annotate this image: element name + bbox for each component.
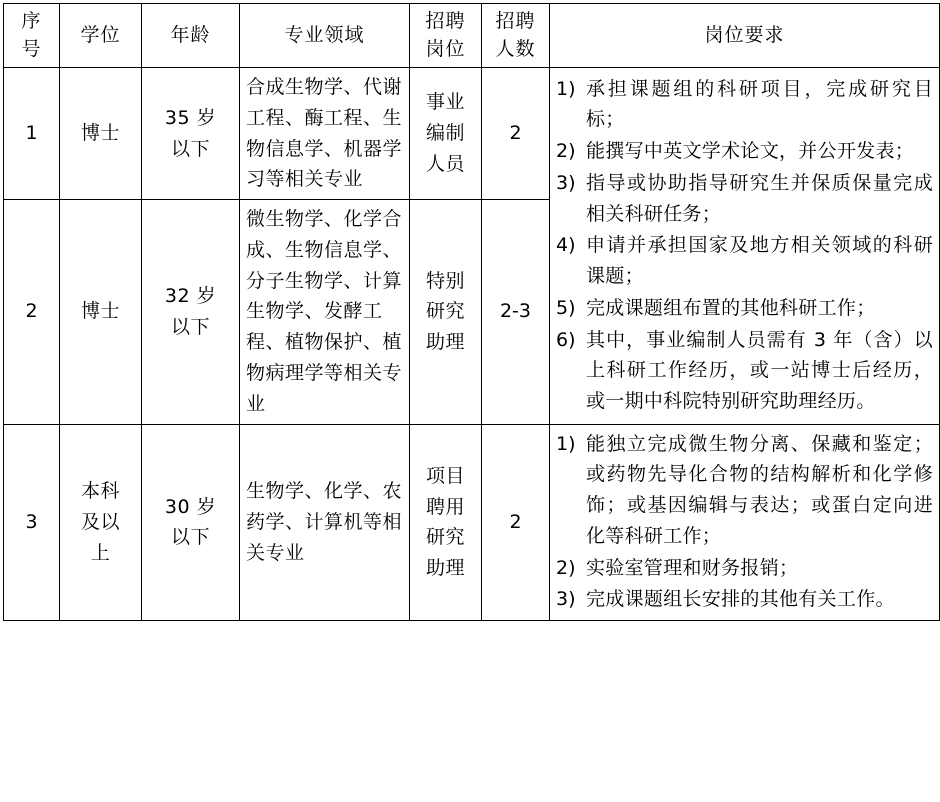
header-degree: 学位 [60,4,142,68]
cell-post: 特别 研究 助理 [410,200,482,424]
list-item [556,136,933,167]
list-text: 完成课题组布置的其他科研工作； [586,296,876,319]
requirements-list [556,74,933,417]
list-text: 指导或协助指导研究生并保质保量完成相关科研任务； [586,171,933,225]
list-marker: 3) [556,171,576,194]
list-marker: 2) [556,556,576,579]
cell-seq: 1 [4,68,60,200]
cell-age: 32 岁 以下 [142,200,240,424]
list-item [556,553,933,584]
cell-headcount: 2 [482,68,550,200]
list-item [556,230,933,292]
header-field: 专业领域 [240,4,410,68]
list-item [556,293,933,324]
cell-headcount: 2 [482,424,550,621]
list-item [556,74,933,136]
list-item [556,584,933,615]
list-marker: 4) [556,234,576,257]
header-requirements: 岗位要求 [550,4,940,68]
cell-age: 30 岁 以下 [142,424,240,621]
table-header [4,4,940,68]
cell-field: 生物学、化学、农药学、计算机等相关专业 [240,424,410,621]
list-marker: 3) [556,588,576,611]
list-text: 能撰写中英文学术论文，并公开发表； [586,140,915,163]
cell-degree: 本科 及以 上 [60,424,142,621]
list-text: 申请并承担国家及地方相关领域的科研课题； [586,234,933,288]
cell-requirements-3 [550,424,940,621]
list-text: 完成课题组长安排的其他有关工作。 [586,588,895,611]
list-item [556,429,933,552]
cell-degree: 博士 [60,200,142,424]
requirements-list [556,429,933,616]
cell-field: 微生物学、化学合成、生物信息学、分子生物学、计算生物学、发酵工程、植物保护、植物病理学等相关专业 [240,200,410,424]
header-post: 招聘 岗位 [410,4,482,68]
cell-degree: 博士 [60,68,142,200]
cell-seq: 2 [4,200,60,424]
cell-post: 项目 聘用 研究 助理 [410,424,482,621]
list-marker: 2) [556,140,576,163]
cell-field: 合成生物学、代谢工程、酶工程、生物信息学、机器学习等相关专业 [240,68,410,200]
list-item [556,325,933,417]
list-text: 承担课题组的科研项目，完成研究目标； [586,77,933,131]
cell-seq: 3 [4,424,60,621]
list-marker: 1) [556,77,576,100]
list-marker: 5) [556,296,576,319]
cell-requirements-1-2 [550,68,940,424]
list-marker: 1) [556,432,576,455]
table-body [4,68,940,621]
header-seq: 序 号 [4,4,60,68]
header-age: 年龄 [142,4,240,68]
cell-post: 事业 编制 人员 [410,68,482,200]
list-text: 其中，事业编制人员需有 3 年（含）以上科研工作经历，或一站博士后经历，或一期中科院特别研究助理经历。 [586,328,933,413]
document-page [0,3,940,802]
table-row [4,68,940,200]
table-row [4,424,940,621]
list-text: 实验室管理和财务报销； [586,556,799,579]
header-row [4,4,940,68]
list-text: 能独立完成微生物分离、保藏和鉴定；或药物先导化合物的结构解析和化学修饰；或基因编辑与表达；或蛋白定向进化等科研工作； [586,432,933,547]
cell-age: 35 岁 以下 [142,68,240,200]
header-headcount: 招聘 人数 [482,4,550,68]
cell-headcount: 2-3 [482,200,550,424]
recruitment-table [3,3,940,621]
list-marker: 6) [556,328,576,351]
list-item [556,168,933,230]
